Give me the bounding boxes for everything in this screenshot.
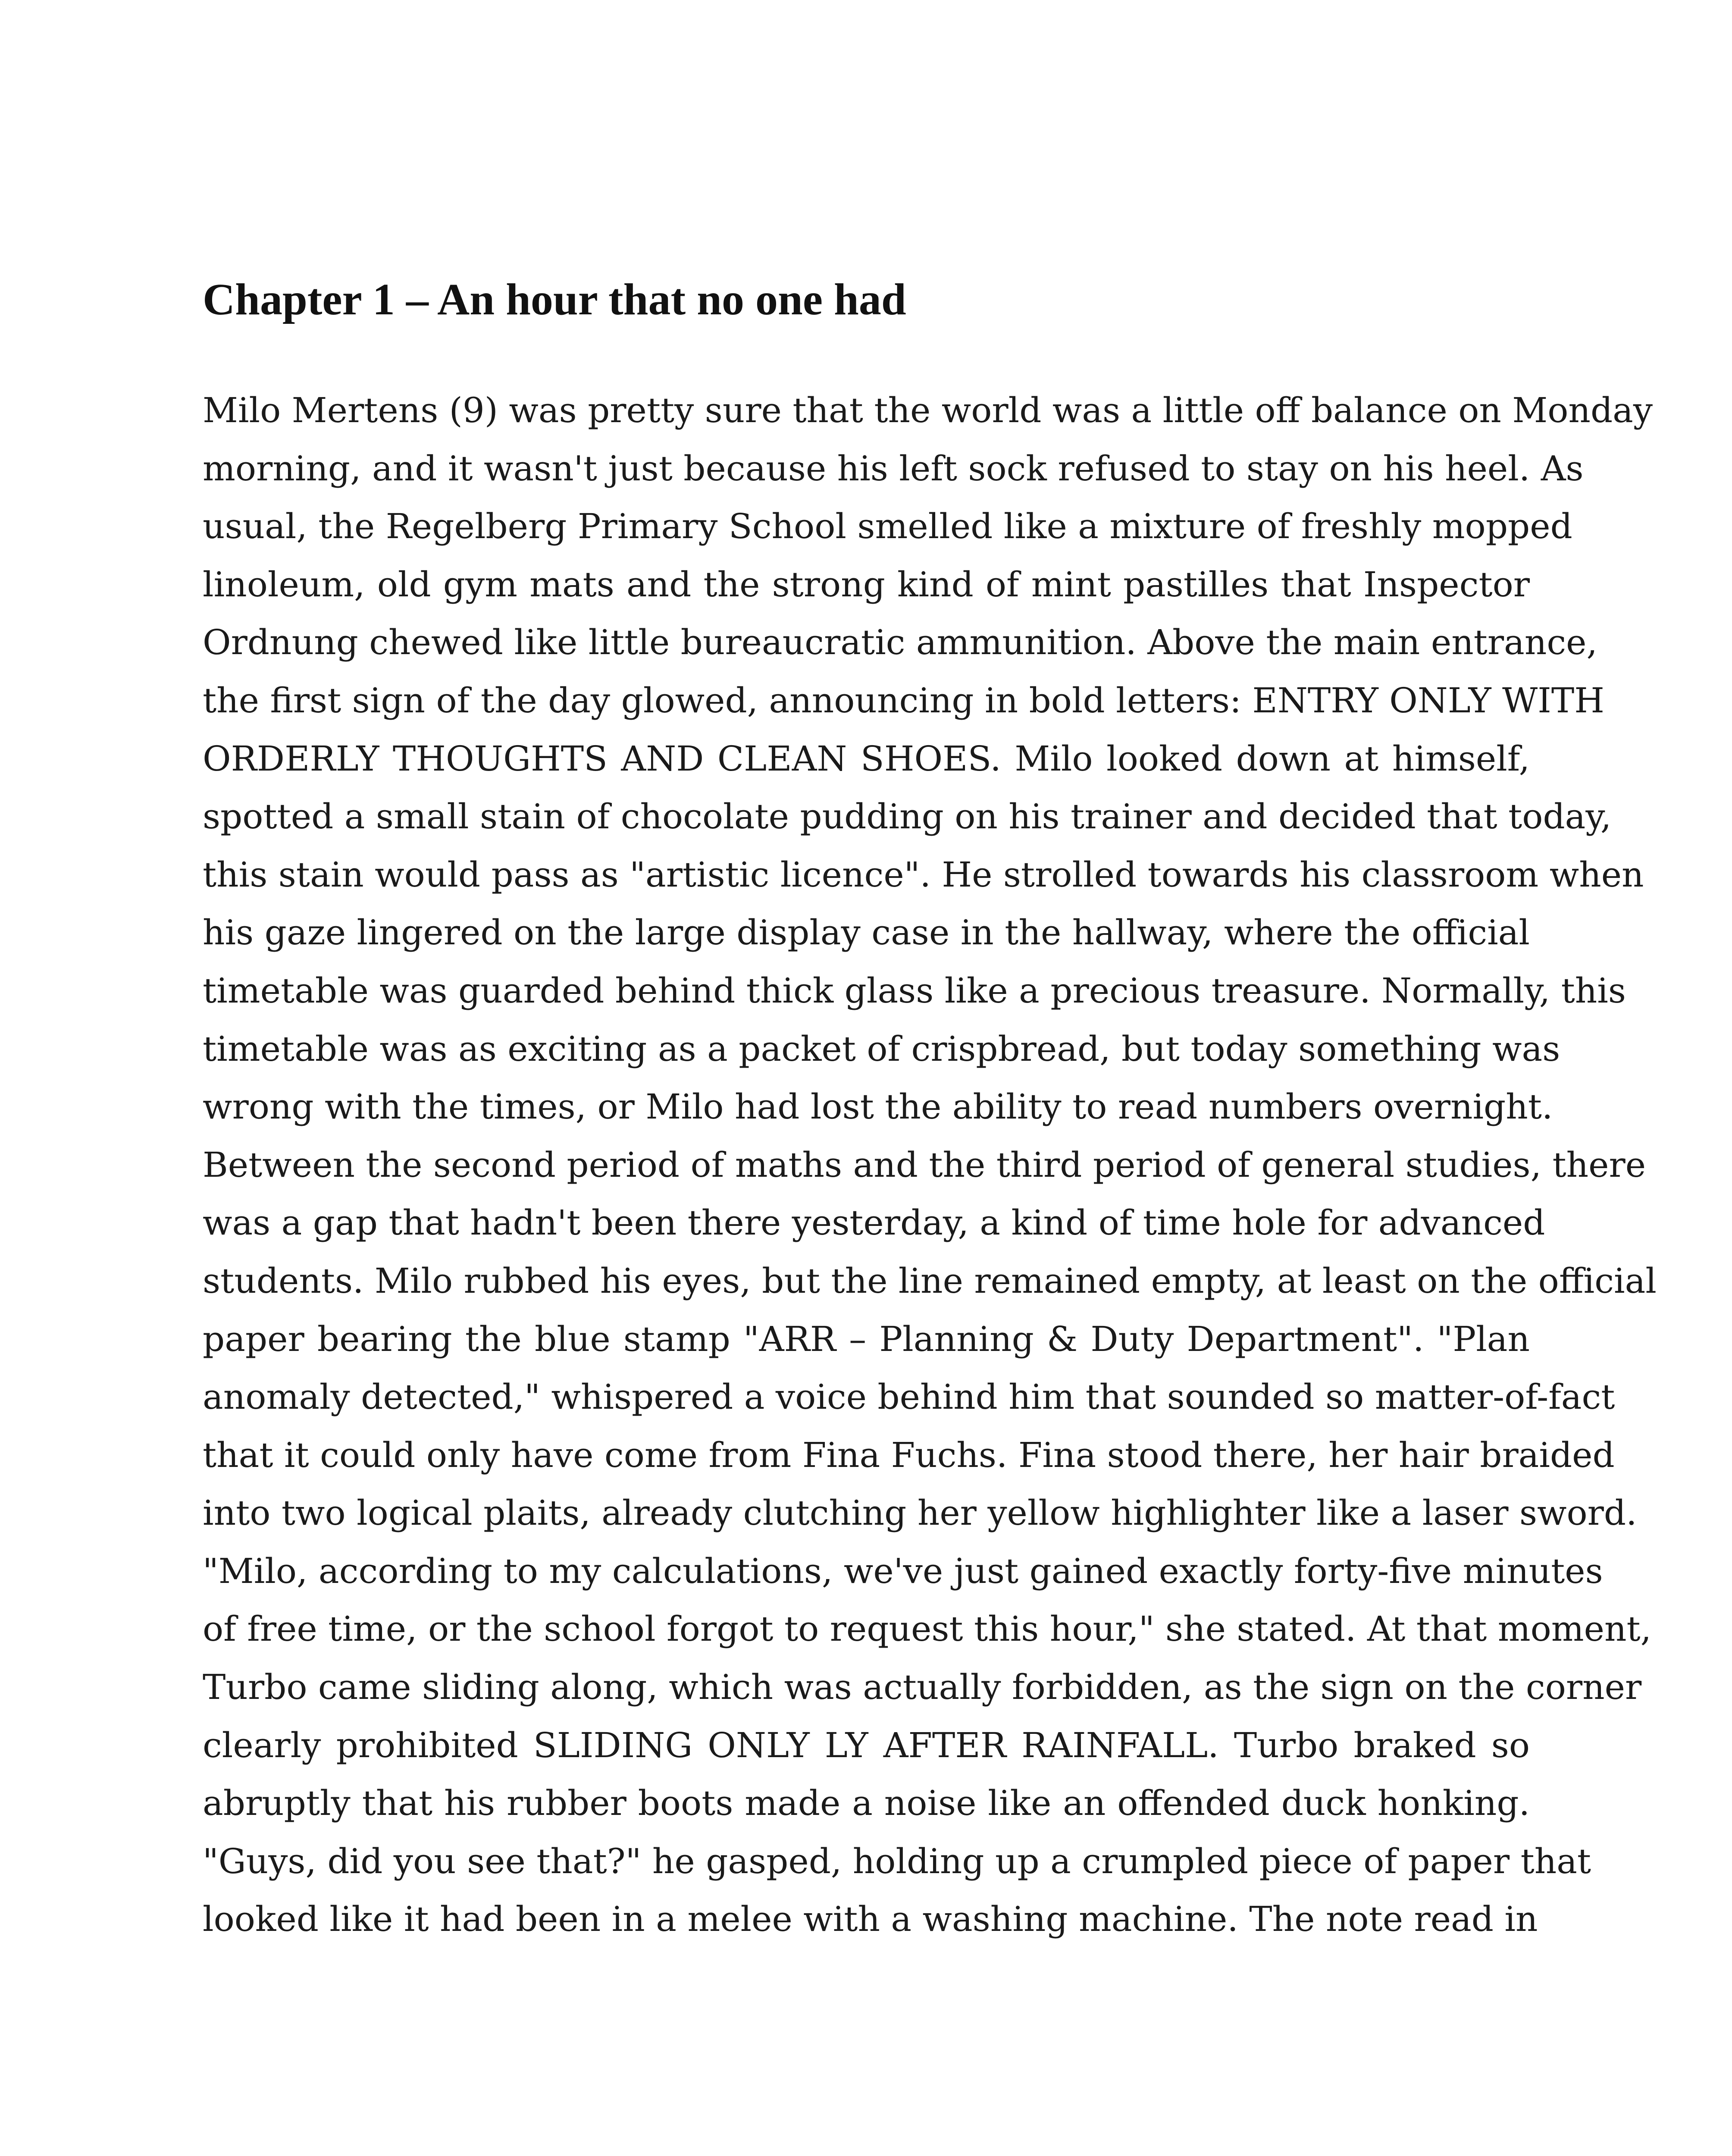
text-line: was a gap that hadn't been there yesterday, a kind of time hole for advanced — [203, 1203, 1545, 1243]
text-line: students. Milo rubbed his eyes, but the line remained empty, at least on the official — [203, 1260, 1657, 1301]
text-line: looked like it had been in a melee with a washing machine. The note read in — [203, 1899, 1538, 1940]
text-line: clearly prohibited SLIDING ONLY LY AFTER RAINFALL. Turbo braked so — [203, 1725, 1530, 1765]
text-line: this stain would pass as "artistic licence". He strolled towards his classroom when — [203, 854, 1644, 895]
text-line: Milo Mertens (9) was pretty sure that the world was a little off balance on Monday — [203, 390, 1653, 430]
text-line: Turbo came sliding along, which was actually forbidden, as the sign on the corner — [203, 1667, 1642, 1708]
text-line: spotted a small stain of chocolate pudding on his trainer and decided that today, — [203, 796, 1612, 837]
text-line: Ordnung chewed like little bureaucratic ammunition. Above the main entrance, — [203, 622, 1597, 663]
text-line: anomaly detected," whispered a voice behind him that sounded so matter-of-fact — [203, 1377, 1615, 1417]
text-line: wrong with the times, or Milo had lost the ability to read numbers overnight. — [203, 1087, 1553, 1127]
text-line: the first sign of the day glowed, announcing in bold letters: ENTRY ONLY WITH — [203, 680, 1604, 721]
text-line: paper bearing the blue stamp "ARR – Planning & Duty Department". "Plan — [203, 1319, 1530, 1359]
text-line: usual, the Regelberg Primary School smelled like a mixture of freshly mopped — [203, 506, 1572, 547]
text-line: that it could only have come from Fina Fuchs. Fina stood there, her hair braided — [203, 1435, 1615, 1475]
text-line: of free time, or the school forgot to request this hour," she stated. At that moment, — [203, 1609, 1652, 1649]
text-line: into two logical plaits, already clutching her yellow highlighter like a laser sword. — [203, 1493, 1637, 1533]
text-line: his gaze lingered on the large display case in the hallway, where the official — [203, 912, 1530, 953]
text-line: timetable was as exciting as a packet of crispbread, but today something was — [203, 1028, 1560, 1069]
text-line: "Guys, did you see that?" he gasped, holding up a crumpled piece of paper that — [203, 1841, 1591, 1881]
text-line: ORDERLY THOUGHTS AND CLEAN SHOES. Milo looked down at himself, — [203, 738, 1530, 779]
body-paragraph — [203, 382, 1657, 1949]
text-line: "Milo, according to my calculations, we've just gained exactly forty-five minutes — [203, 1551, 1603, 1591]
text-line: timetable was guarded behind thick glass like a precious treasure. Normally, this — [203, 970, 1626, 1011]
chapter-title: Chapter 1 – An hour that no one had — [203, 275, 906, 324]
text-line: Between the second period of maths and the third period of general studies, there — [203, 1144, 1646, 1185]
text-line: morning, and it wasn't just because his left sock refused to stay on his heel. As — [203, 448, 1584, 489]
text-line: linoleum, old gym mats and the strong kind of mint pastilles that Inspector — [203, 564, 1530, 605]
text-line: abruptly that his rubber boots made a noise like an offended duck honking. — [203, 1783, 1530, 1824]
